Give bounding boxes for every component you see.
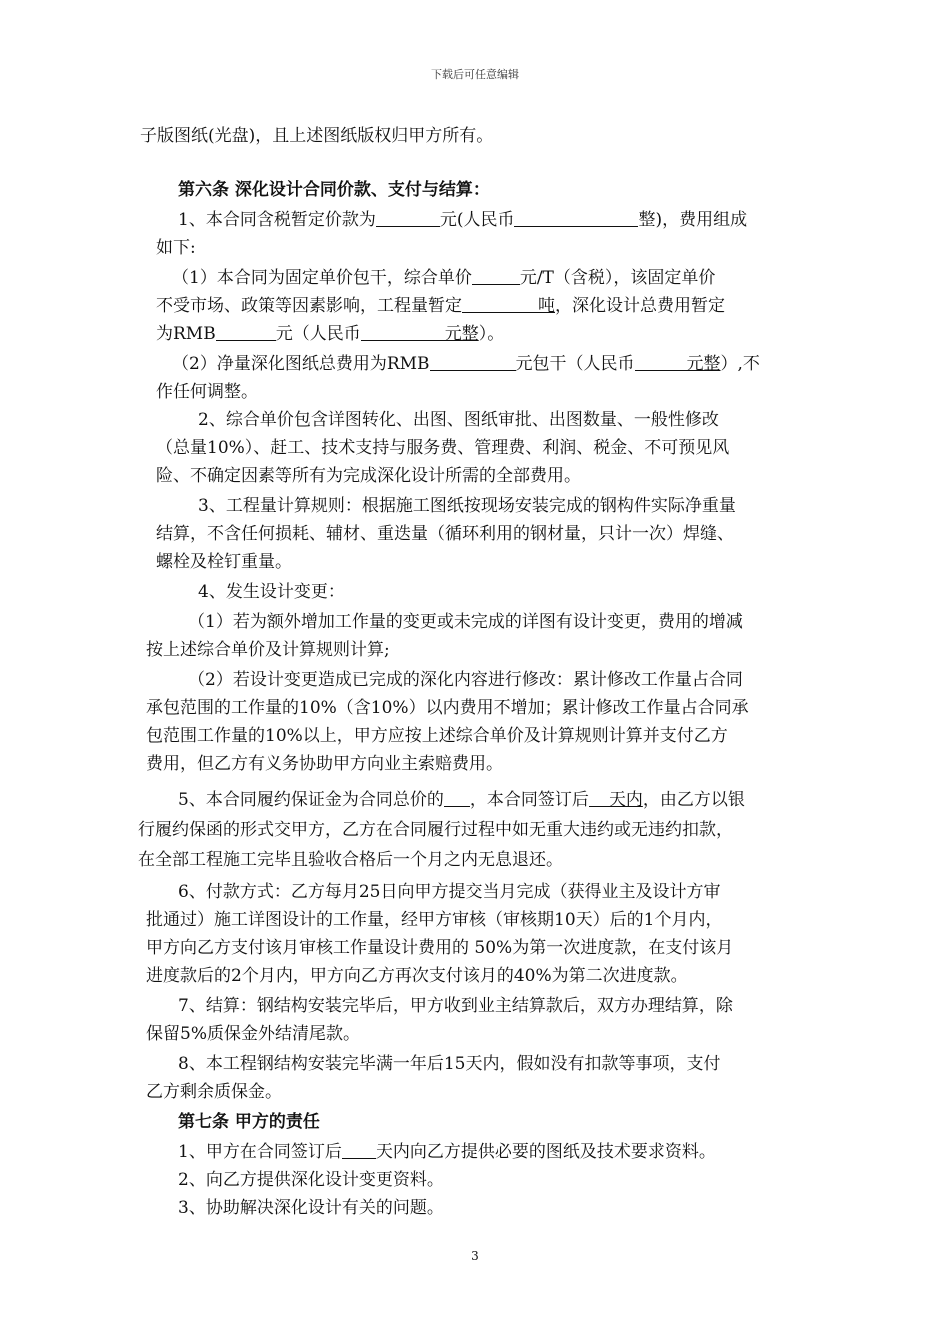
paragraph-line: 承包范围的工作量的10%（含10%）以内费用不增加；累计修改工作量占合同承 (146, 698, 749, 718)
fill-blank (361, 324, 445, 341)
paragraph-line: 2、综合单价包含详图转化、出图、图纸审批、出图数量、一般性修改 (198, 410, 719, 430)
paragraph-line: 行履约保函的形式交甲方，乙方在合同履行过程中如无重大违约或无违约扣款， (138, 820, 733, 840)
fill-blank (514, 210, 638, 227)
fill-blank (589, 790, 609, 807)
paragraph-line: （2）净量深化图纸总费用为RMB 元包干（人民币 元整）,不 (172, 354, 760, 374)
paragraph-line: 8、本工程钢结构安装完毕满一年后15天内，假如没有扣款等事项，支付 (178, 1054, 721, 1074)
paragraph-line: 乙方剩余质保金。 (146, 1082, 282, 1102)
paragraph-line: 不受市场、政策等因素影响，工程量暂定 吨，深化设计总费用暂定 (156, 296, 725, 316)
paragraph-line: 批通过）施工详图设计的工作量，经甲方审核（审核期10天）后的1个月内， (146, 910, 723, 930)
paragraph-line: 6、付款方式：乙方每月25日向甲方提交当月完成（获得业主及设计方审 (178, 882, 721, 902)
fill-blank (462, 296, 538, 313)
paragraph-line: （总量10%）、赶工、技术支持与服务费、管理费、利润、税金、不可预见风 (156, 438, 730, 458)
paragraph-line: 7、结算：钢结构安装完毕后，甲方收到业主结算款后，双方办理结算，除 (178, 996, 733, 1016)
paragraph-line: 作任何调整。 (156, 382, 258, 402)
paragraph-line: 4、发生设计变更： (198, 582, 345, 602)
paragraph-line: （2）若设计变更造成已完成的深化内容进行修改：累计修改工作量占合同 (188, 670, 743, 690)
page-number: 3 (471, 1249, 479, 1263)
paragraph-line: 在全部工程施工完毕且验收合格后一个月之内无息退还。 (138, 850, 563, 870)
paragraph-line: 如下: (156, 238, 196, 258)
fill-blank (342, 1142, 376, 1159)
section-heading-7: 第七条 甲方的责任 (178, 1112, 320, 1132)
paragraph-line: 包范围工作量的10%以上，甲方应按上述综合单价及计算规则计算并支付乙方 (146, 726, 728, 746)
paragraph-line: 螺栓及栓钉重量。 (156, 552, 292, 572)
fill-blank (216, 324, 276, 341)
paragraph-line: 为RMB 元（人民币 元整）。 (156, 324, 505, 344)
fill-blank (472, 268, 520, 285)
paragraph-line: 进度款后的2个月内，甲方向乙方再次支付该月的40%为第二次进度款。 (146, 966, 688, 986)
paragraph-line: 保留5%质保金外结清尾款。 (146, 1024, 360, 1044)
paragraph-line: 子版图纸(光盘)，且上述图纸版权归甲方所有。 (140, 126, 494, 146)
paragraph-line: 5、本合同履约保证金为合同总价的 ，本合同签订后 天内，由乙方以银 (178, 790, 745, 810)
fill-blank (430, 354, 516, 371)
section-heading-6: 第六条 深化设计合同价款、支付与结算： (178, 180, 490, 200)
paragraph-line: 3、协助解决深化设计有关的问题。 (178, 1198, 444, 1218)
paragraph-line: 按上述综合单价及计算规则计算; (146, 640, 390, 660)
paragraph-line: 费用，但乙方有义务协助甲方向业主索赔费用。 (146, 754, 503, 774)
fill-blank (376, 210, 440, 227)
paragraph-line: （1）若为额外增加工作量的变更或未完成的详图有设计变更，费用的增减 (188, 612, 743, 632)
paragraph-line: （1）本合同为固定单价包干，综合单价 元/T（含税），该固定单价 (172, 268, 716, 288)
paragraph-line: 甲方向乙方支付该月审核工作量设计费用的 50%为第一次进度款，在支付该月 (146, 938, 734, 958)
paragraph-line: 1、甲方在合同签订后 天内向乙方提供必要的图纸及技术要求资料。 (178, 1142, 716, 1162)
fill-blank (635, 354, 687, 371)
paragraph-line: 结算，不含任何损耗、辅材、重迭量（循环利用的钢材量，只计一次）焊缝、 (156, 524, 734, 544)
paragraph-line: 1、本合同含税暂定价款为 元(人民币 整)，费用组成 (178, 210, 748, 230)
paragraph-line: 2、向乙方提供深化设计变更资料。 (178, 1170, 444, 1190)
paragraph-line: 险、不确定因素等所有为完成深化设计所需的全部费用。 (156, 466, 581, 486)
paragraph-line: 3、工程量计算规则：根据施工图纸按现场安装完成的钢构件实际净重量 (198, 496, 736, 516)
fill-blank (444, 790, 470, 807)
page-header: 下载后可任意编辑 (431, 68, 519, 81)
